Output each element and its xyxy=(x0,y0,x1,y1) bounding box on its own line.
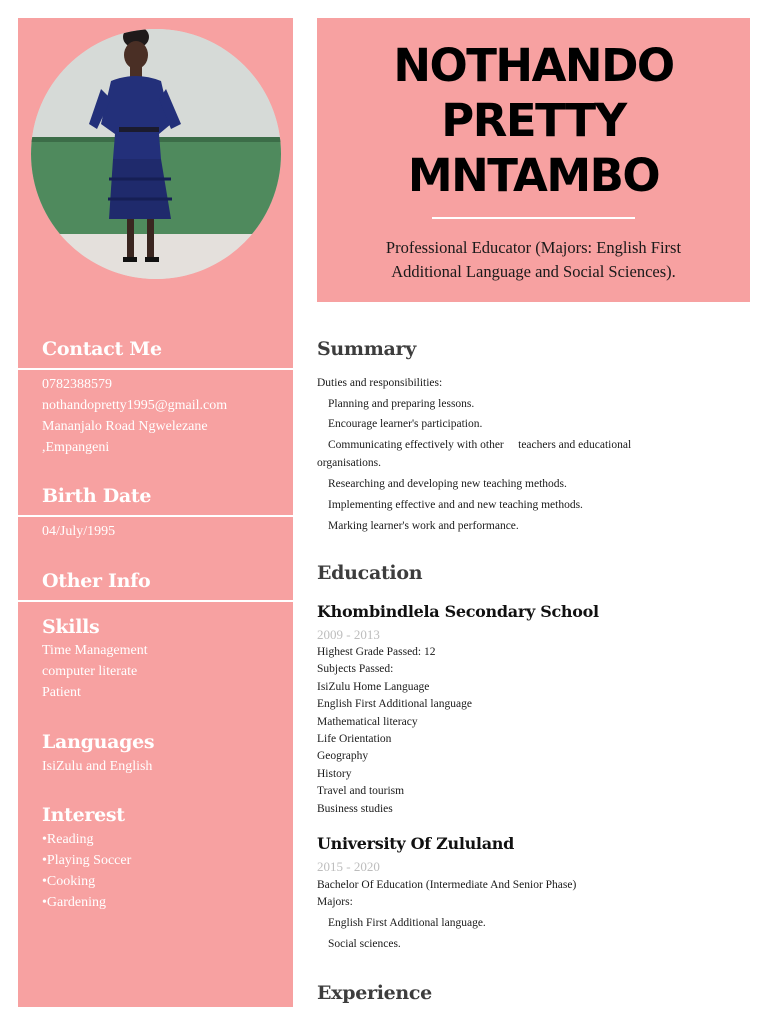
email-address: nothandopretty1995@gmail.com xyxy=(42,398,228,413)
detail-line: IsiZulu Home Language xyxy=(317,680,430,693)
interest-list xyxy=(42,829,282,913)
birth-date-value: 04/July/1995 xyxy=(42,524,116,539)
skill-item: Patient xyxy=(42,685,81,700)
profile-photo xyxy=(31,29,281,279)
skill-item: computer literate xyxy=(42,664,138,679)
full-name xyxy=(317,38,750,203)
interest-item: •Gardening xyxy=(42,895,106,910)
summary-item-continued: organisations. xyxy=(317,457,381,469)
detail-line: Travel and tourism xyxy=(317,785,405,798)
last-name: MNTAMBO xyxy=(407,149,660,202)
interest-item: •Playing Soccer xyxy=(42,853,132,868)
education-heading: Education xyxy=(317,562,423,584)
phone-number: 0782388579 xyxy=(42,377,112,392)
first-name: NOTHANDO xyxy=(393,39,674,92)
majors-list xyxy=(317,915,748,954)
name-header xyxy=(317,18,750,302)
birth-date-divider xyxy=(18,515,293,517)
other-info-heading: Other Info xyxy=(42,570,151,592)
detail-line: Mathematical literacy xyxy=(317,715,418,728)
middle-name: PRETTY xyxy=(441,94,626,147)
detail-line: Life Orientation xyxy=(317,733,392,746)
university-years: 2015 - 2020 xyxy=(317,859,380,874)
job-title-line: Additional Language and Social Sciences). xyxy=(391,262,676,281)
other-info-divider xyxy=(18,600,293,602)
address-line-2: ,Empangeni xyxy=(42,440,110,455)
detail-line: Highest Grade Passed: 12 xyxy=(317,646,436,658)
detail-line: Majors: xyxy=(317,896,353,909)
contact-heading: Contact Me xyxy=(42,338,162,360)
interest-item: •Reading xyxy=(42,832,94,847)
summary-item: Researching and developing new teaching methods. xyxy=(328,478,567,490)
detail-line: Bachelor Of Education (Intermediate And Senior Phase) xyxy=(317,879,577,891)
detail-line: English First Additional language xyxy=(317,698,472,711)
contact-divider xyxy=(18,368,293,370)
university-details xyxy=(317,877,737,912)
job-title-line: Professional Educator (Majors: English First xyxy=(385,238,682,257)
header-divider xyxy=(432,217,635,219)
summary-item: Encourage learner's participation. xyxy=(328,418,483,430)
summary-item: Communicating effectively with other teachers and educational xyxy=(328,439,632,451)
interest-item: •Cooking xyxy=(42,874,96,889)
school-name: Khombindlela Secondary School xyxy=(317,602,599,621)
languages-heading: Languages xyxy=(42,731,155,753)
major-item: English First Additional language. xyxy=(328,917,486,929)
address-line-1: Mananjalo Road Ngwelezane xyxy=(42,419,208,434)
skills-heading: Skills xyxy=(42,616,100,638)
detail-line: Geography xyxy=(317,750,369,763)
experience-heading: Experience xyxy=(317,982,432,1004)
sidebar xyxy=(18,18,293,1007)
school-details xyxy=(317,644,737,818)
detail-line: History xyxy=(317,767,352,780)
detail-line: Business studies xyxy=(317,802,393,815)
birth-date-heading: Birth Date xyxy=(42,485,152,507)
job-title xyxy=(347,236,720,284)
contact-details xyxy=(42,374,282,458)
summary-item: Planning and preparing lessons. xyxy=(328,398,475,410)
summary-item: Marking learner's work and performance. xyxy=(328,520,519,532)
skill-item: Time Management xyxy=(42,643,148,658)
major-item: Social sciences. xyxy=(328,938,401,951)
summary-heading: Summary xyxy=(317,338,417,360)
summary-item: Implementing effective and and new teaching methods. xyxy=(328,499,583,511)
school-years: 2009 - 2013 xyxy=(317,627,380,642)
summary-intro: Duties and responsibilities: xyxy=(317,377,443,389)
detail-line: Subjects Passed: xyxy=(317,663,394,676)
interest-heading: Interest xyxy=(42,804,125,826)
university-name: University Of Zululand xyxy=(317,834,514,853)
languages-value: IsiZulu and English xyxy=(42,759,153,774)
skills-list xyxy=(42,640,282,703)
